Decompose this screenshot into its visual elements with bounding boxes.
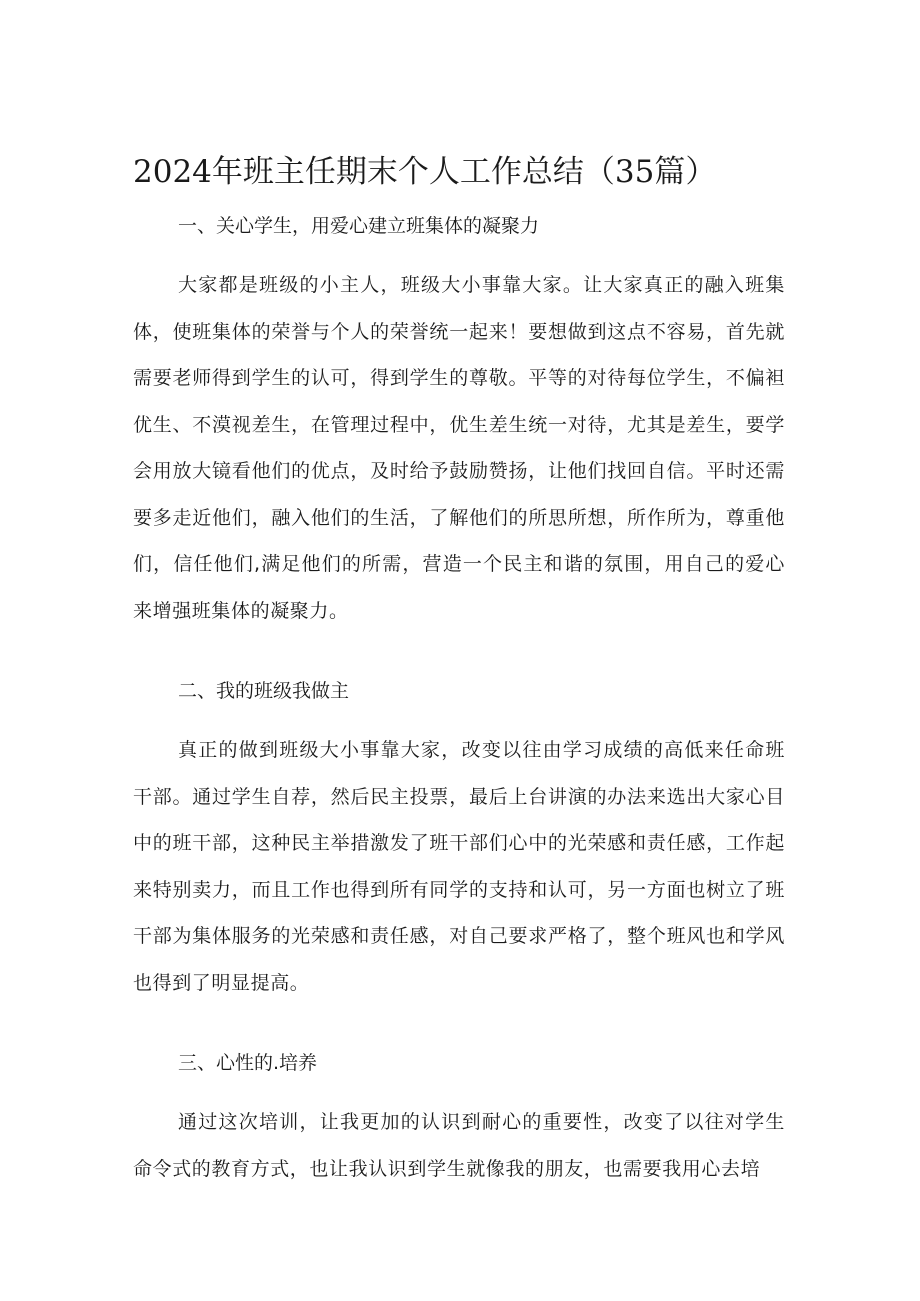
section-heading-2: 二、我的班级我做主 — [178, 680, 350, 702]
section-paragraph-3: 通过这次培训，让我更加的认识到耐心的重要性，改变了以往对学生命令式的教育方式，也让我认识到学生就像我的朋友，也需要我用心去培 — [133, 1111, 785, 1180]
section-heading-1: 一、关心学生，用爱心建立班集体的凝聚力 — [178, 215, 540, 237]
document-title: 2024年班主任期末个人工作总结（35篇） — [133, 154, 717, 190]
section-paragraph-1: 大家都是班级的小主人，班级大小事靠大家。让大家真正的融入班集体，使班集体的荣誉与个人的荣誉统一起来！要想做到这点不容易，首先就需要老师得到学生的认可，得到学生的尊敬。平等的对待每位学生，不偏袒优生、不漠视差生，在管理过程中，优生差生统一对待，尤其是差生，要学会用放大镜看他们的优点，及时给予鼓励赞扬，让他们找回自信。平时还需要多走近他们，融入他们的生活，了解他们的所思所想，所作所为，尊重他们，信任他们,满足他们的所需，营造一个民主和谐的氛围，用自己的爱心来增强班集体的凝聚力。 — [133, 274, 785, 622]
section-paragraph-2: 真正的做到班级大小事靠大家，改变以往由学习成绩的高低来任命班干部。通过学生自荐，然后民主投票，最后上台讲演的办法来选出大家心目中的班干部，这种民主举措激发了班干部们心中的光荣感和责任感，工作起来特别卖力，而且工作也得到所有同学的支持和认可，另一方面也树立了班干部为集体服务的光荣感和责任感，对自己要求严格了，整个班风也和学风也得到了明显提高。 — [133, 739, 785, 994]
section-heading-3: 三、心性的.培养 — [178, 1052, 318, 1074]
